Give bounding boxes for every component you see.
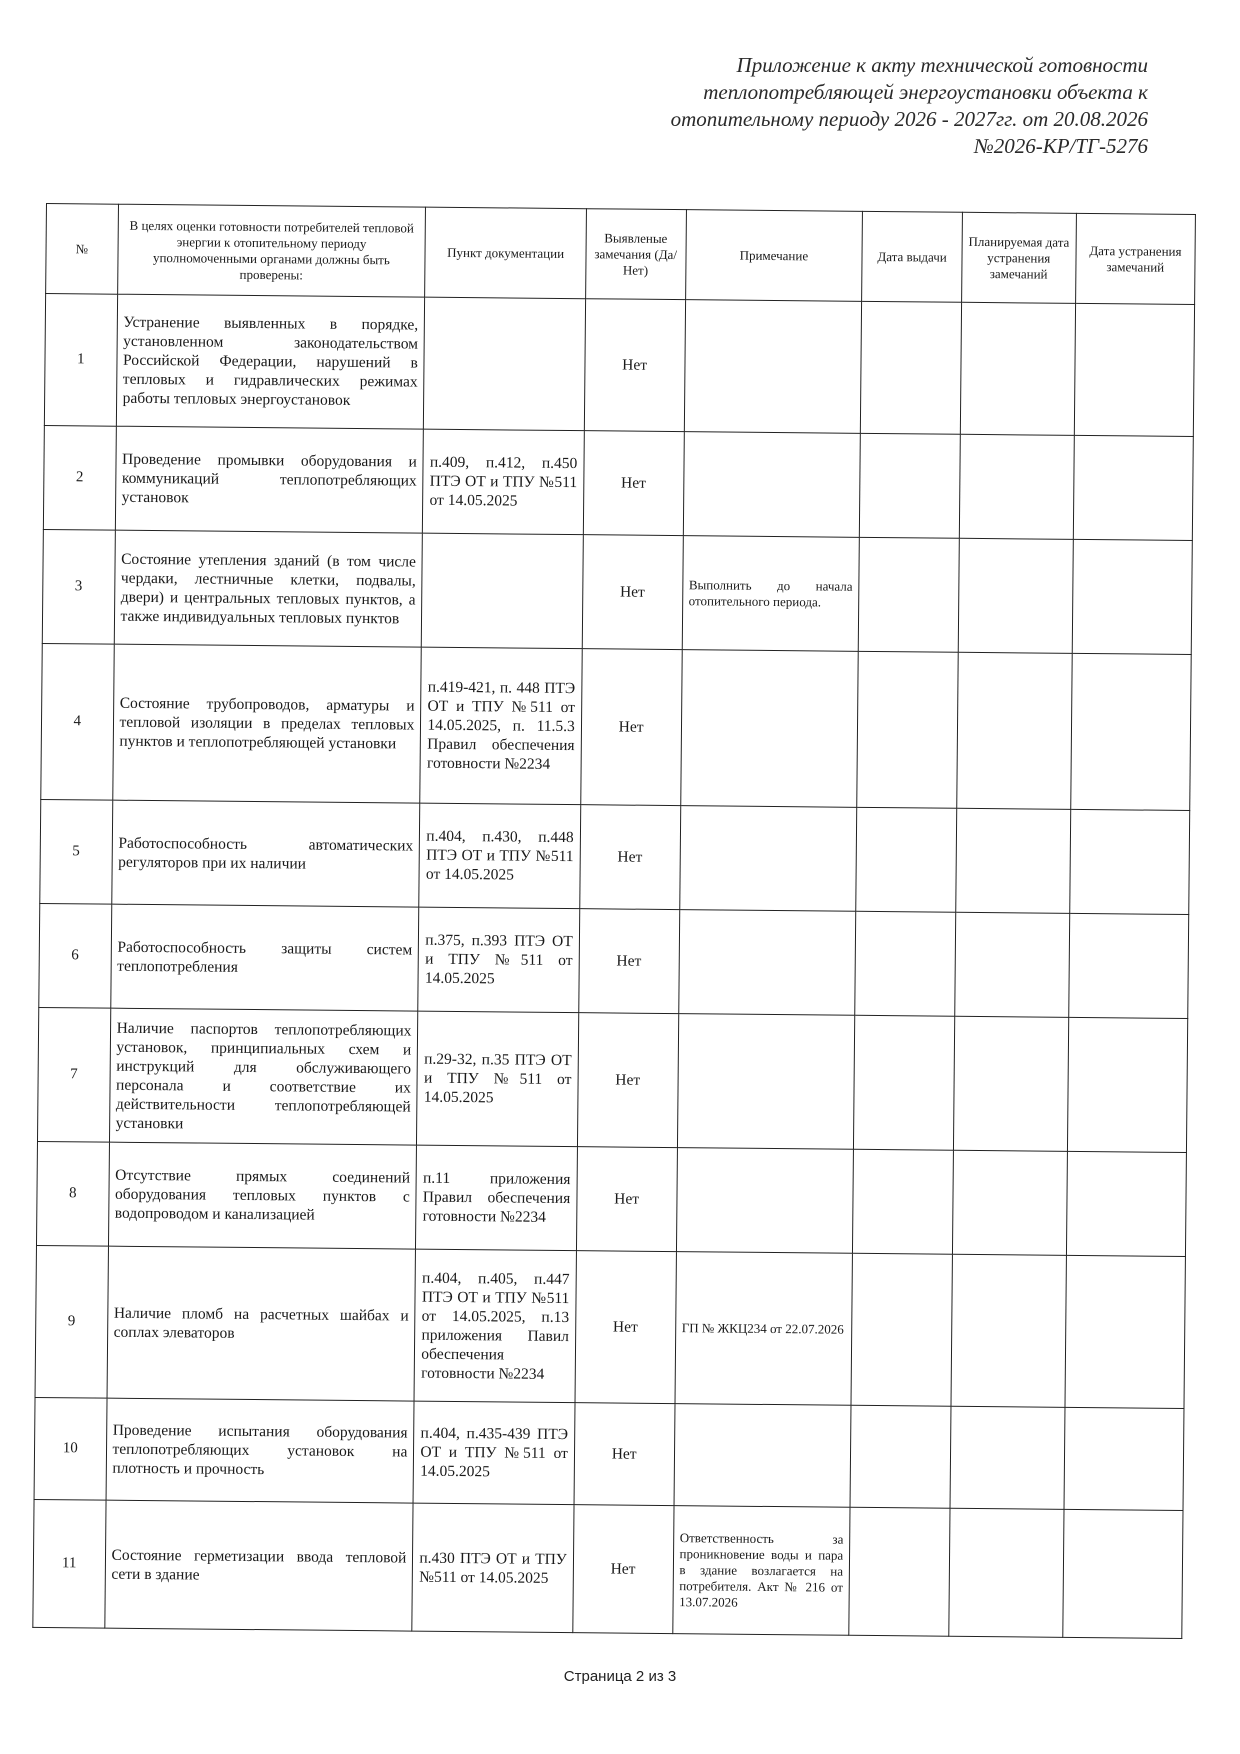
row-found: Нет [579, 909, 680, 1014]
row-num: 11 [33, 1499, 106, 1628]
table-row [41, 643, 1191, 810]
header-line-2: теплопотребляющей энергоустановки объекта к [703, 80, 1148, 104]
row-doc-ref: п.29-32, п.35 ПТЭ ОТ и ТПУ №511 от 14.05.2025 [417, 1011, 579, 1147]
row-requirement: Работоспособность автоматических регуляторов при их наличии [111, 800, 420, 907]
row-found: Нет [582, 535, 683, 650]
header-line-3: отопительному периоду 2026 - 2027гг. от 20.08.2026 [670, 107, 1148, 131]
row-fix-date [1066, 1151, 1186, 1256]
row-fix-date [1074, 303, 1195, 436]
row-doc-ref: п.375, п.393 ПТЭ ОТ и ТПУ №511 от 14.05.2025 [418, 907, 579, 1013]
row-issue-date [858, 537, 959, 652]
header-line-4: №2026-КР/ТГ-5276 [973, 134, 1148, 158]
row-issue-date [855, 911, 956, 1016]
row-fix-date [1065, 1255, 1186, 1408]
row-doc-ref: п.404, п.430, п.448 ПТЭ ОТ и ТПУ №511 от 14.05.2025 [419, 803, 580, 909]
col-header-requirement: В целях оценки готовности потребителей тепловой энергии к отопительному периоду уполномоченными органами должны быть проверены: [117, 204, 426, 297]
row-note [678, 910, 856, 1016]
row-requirement: Состояние утепления зданий (в том числе чердаки, лестничные клетки, подвалы, двери) и центральных тепловых пунктов, а также индивидуальных тепловых пунктов [114, 530, 423, 647]
table-row [44, 294, 1194, 437]
row-found: Нет [574, 1403, 675, 1506]
table-row [36, 1141, 1186, 1256]
row-found: Нет [583, 431, 684, 536]
row-num: 5 [40, 799, 113, 904]
row-requirement: Состояние трубопроводов, арматуры и тепловой изоляции в пределах тепловых пунктов и теплопотребляющей установки [112, 644, 421, 803]
row-requirement: Работоспособность защиты систем теплопотребления [110, 904, 419, 1011]
row-doc-ref: п.409, п.412, п.450 ПТЭ ОТ и ТПУ №511 от 14.05.2025 [423, 429, 584, 535]
row-num: 2 [43, 425, 116, 530]
row-note [676, 1148, 854, 1254]
table-row [34, 1397, 1184, 1510]
row-doc-ref: п.419-421, п. 448 ПТЭ ОТ и ТПУ №511 от 14.05.2025, п. 11.5.3 Правил обеспечения готовности №2234 [420, 647, 582, 805]
row-note: ГП № ЖКЦ234 от 22.07.2026 [675, 1252, 853, 1406]
row-note [677, 1014, 855, 1150]
row-note [680, 650, 858, 808]
row-planned-date [959, 434, 1074, 539]
row-doc-ref: п.11 приложения Правил обеспечения готовности №2234 [416, 1145, 577, 1251]
row-fix-date [1067, 1017, 1188, 1152]
table-row [40, 799, 1190, 914]
row-num: 8 [36, 1141, 109, 1246]
row-note [683, 432, 861, 538]
table-row [43, 425, 1193, 540]
row-fix-date [1069, 809, 1189, 914]
row-planned-date [956, 808, 1071, 913]
row-requirement: Устранение выявленных в порядке, установленном законодательством Российской Федерации, нарушений в тепловых и гидравлических режимах работы тепловых энергоустановок [116, 294, 425, 429]
row-found: Нет [584, 299, 685, 432]
row-requirement: Проведение испытания оборудования теплопотребляющих установок на плотность и прочность [106, 1398, 415, 1503]
col-header-num: № [46, 204, 118, 295]
row-note [679, 806, 857, 912]
col-header-fix-date: Дата устранения замечаний [1075, 213, 1195, 304]
col-header-note: Примечание [685, 210, 863, 302]
row-issue-date [854, 1015, 955, 1150]
row-planned-date [952, 1150, 1067, 1255]
table-row [39, 903, 1189, 1018]
row-requirement: Проведение промывки оборудования и коммуникаций теплопотребляющих установок [115, 426, 424, 533]
row-issue-date [857, 651, 958, 808]
row-planned-date [955, 912, 1070, 1017]
row-planned-date [951, 1254, 1066, 1407]
row-planned-date [958, 538, 1073, 653]
row-num: 9 [35, 1245, 108, 1398]
inspection-table [32, 203, 1196, 1639]
row-doc-ref [422, 533, 584, 649]
row-found: Нет [573, 1505, 674, 1634]
row-requirement: Отсутствие прямых соединений оборудования тепловых пунктов с водопроводом и канализацией [108, 1142, 417, 1249]
row-found: Нет [576, 1147, 677, 1252]
row-issue-date [851, 1253, 952, 1406]
row-planned-date [953, 1016, 1068, 1151]
row-fix-date [1064, 1407, 1184, 1510]
row-doc-ref [424, 297, 586, 431]
row-note [684, 300, 862, 434]
row-fix-date [1062, 1509, 1183, 1638]
row-issue-date [853, 1149, 954, 1254]
row-fix-date [1072, 539, 1192, 654]
row-doc-ref: п.404, п.435-439 ПТЭ ОТ и ТПУ №511 от 14.05.2025 [413, 1401, 574, 1505]
page-number: Страница 2 из 3 [563, 1668, 677, 1685]
row-num: 4 [41, 643, 114, 800]
table-row [42, 529, 1192, 654]
header-line-1: Приложение к акту технической готовности [736, 53, 1148, 77]
row-requirement: Наличие паспортов теплопотребляющих установок, принципиальных схем и инструкций для обслуживающего персонала и соответствие их действительности теплопотребляющей установки [109, 1008, 418, 1145]
row-note: Ответственность за проникновение воды и пара в здание возлагается на потребителя. Акт № 216 от 13.07.2026 [672, 1506, 850, 1636]
row-note [674, 1404, 852, 1508]
row-num: 1 [44, 294, 117, 427]
table-row [33, 1499, 1183, 1638]
row-num: 7 [37, 1007, 110, 1142]
col-header-planned-date: Планируемая дата устранения замечаний [961, 212, 1076, 303]
row-issue-date [849, 1507, 950, 1636]
row-fix-date [1070, 653, 1191, 810]
row-issue-date [856, 807, 957, 912]
row-planned-date [950, 1406, 1065, 1509]
row-num: 10 [34, 1397, 107, 1500]
row-planned-date [949, 1508, 1064, 1637]
col-header-found: Выявленые замечания (Да/Нет) [585, 209, 686, 300]
table-header-row [46, 204, 1196, 305]
row-doc-ref: п.404, п.405, п.447 ПТЭ ОТ и ТПУ №511 от 14.05.2025, п.13 приложения Павил обеспечения готовности №2234 [414, 1249, 576, 1403]
col-header-issue-date: Дата выдачи [862, 211, 963, 302]
row-fix-date [1073, 435, 1193, 540]
row-issue-date [850, 1405, 951, 1508]
row-found: Нет [575, 1251, 676, 1404]
table-row [37, 1007, 1187, 1152]
row-found: Нет [577, 1013, 678, 1148]
row-doc-ref: п.430 ПТЭ ОТ и ТПУ №511 от 14.05.2025 [412, 1503, 574, 1633]
row-found: Нет [581, 649, 682, 806]
row-planned-date [957, 652, 1072, 809]
row-num: 6 [39, 903, 112, 1008]
row-fix-date [1068, 913, 1188, 1018]
row-requirement: Наличие пломб на расчетных шайбах и соплах элеваторов [107, 1246, 416, 1401]
row-requirement: Состояние герметизации ввода тепловой сети в здание [104, 1500, 413, 1631]
row-issue-date [860, 433, 961, 538]
row-planned-date [960, 302, 1075, 435]
col-header-doc-ref: Пункт документации [425, 207, 586, 299]
row-found: Нет [580, 805, 681, 910]
row-note: Выполнить до начала отопительного периода. [682, 536, 860, 652]
document-header [528, 52, 1148, 160]
row-issue-date [861, 301, 962, 434]
table-row [35, 1245, 1185, 1408]
row-num: 3 [42, 529, 115, 644]
